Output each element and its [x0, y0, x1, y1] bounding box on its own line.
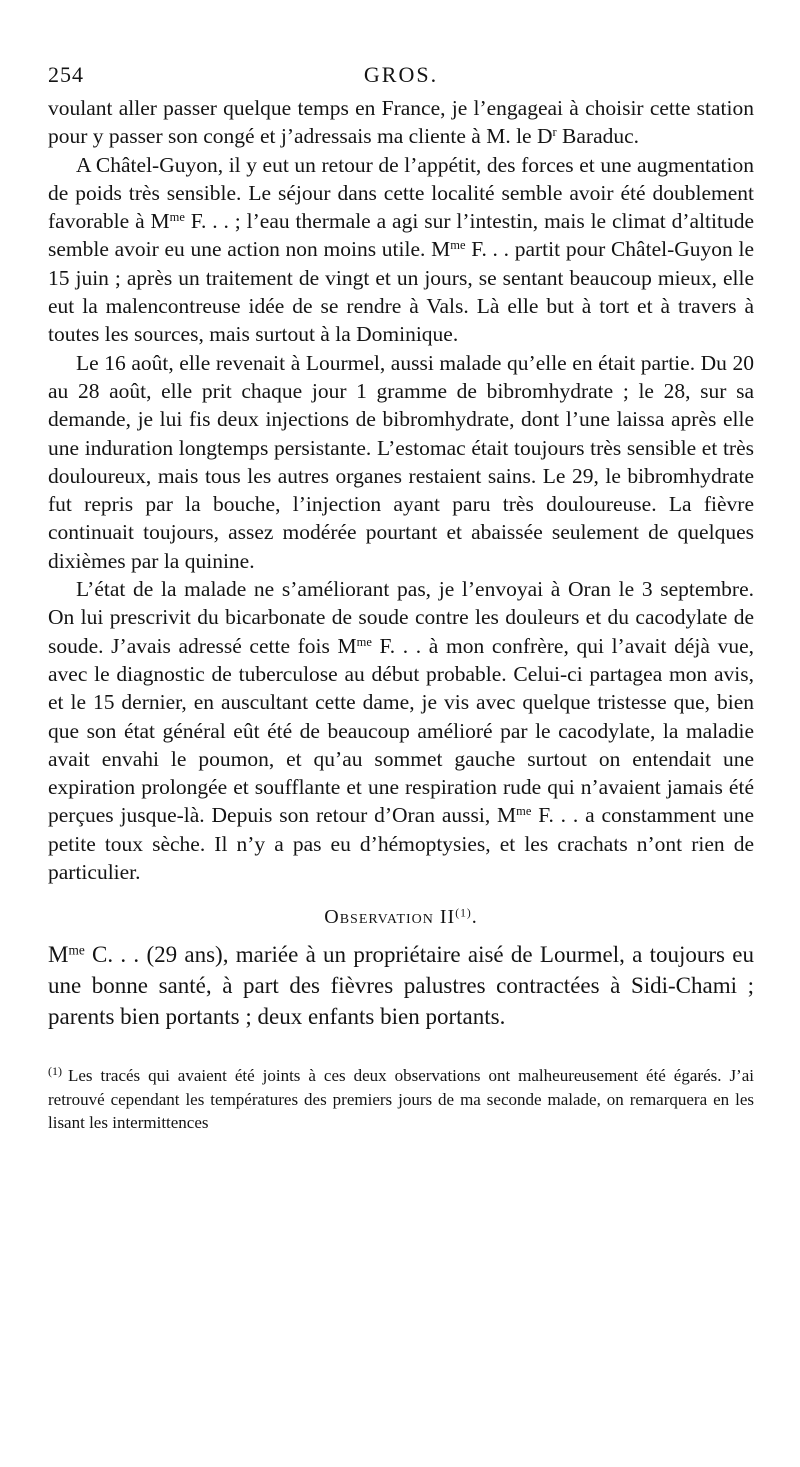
paragraph: $M^{me}$ C. . . (29 ans), mariée à un propriétaire aisé de Lourmel, a toujours eu une bonne santé, à part des fièvres palustres contractées à Sidi-Chami ; parents bien portants ; deux enfants bien portants.: [48, 942, 754, 1030]
page-header: [48, 60, 754, 94]
book-page: [48, 60, 754, 1135]
page-number: 254: [48, 62, 84, 87]
footnote-text: Les tracés qui avaient été joints à ces deux observations ont malheureusement été égarés. J’ai retrouvé cependant les températures des premiers jours de ma seconde malade, on remarquera en les lisant les intermittences: [48, 1066, 754, 1133]
paragraph: voulant aller passer quelque temps en France, je l’engageai à choisir cette station pour y passer son congé et j’adressais ma cliente à M. le $D^r$ Baraduc.: [48, 96, 754, 149]
paragraph: A Châtel-Guyon, il y eut un retour de l’appétit, des forces et une augmentation de poids très sensible. Le séjour dans cette localité semble avoir été doublement favorable à $M^{me}$ F. . . ; l’eau thermale a agi sur l’intestin, mais le climat d’altitude semble avoir eu une action non moins utile. $M^{me}$ F. . . partit pour Châtel-Guyon le 15 juin ; après un traitement de vingt et un jours, se sentant beaucoup mieux, elle eut la malencontreuse idée de se rendre à Vals. Là elle but à tort et à travers à toutes les sources, mais surtout à la Dominique.: [48, 152, 755, 347]
observation-heading: Observation II$^{(1)}$.: [324, 906, 478, 929]
footnote-marker: (1): [48, 1064, 62, 1079]
paragraph: L’état de la malade ne s’améliorant pas, je l’envoyai à Oran le 3 septembre. On lui prescrivit du bicarbonate de soude contre les douleurs et du cacodylate de soude. J’avais adressé cette fois $M^{me}$ F. . . à mon confrère, qui l’avait déjà vue, avec le diagnostic de tuberculose au début probable. Celui-ci partagea mon avis, et le 15 dernier, en auscultant cette dame, je vis avec quelque tristesse que, bien que son état général eût été de beaucoup amélioré par le cacodylate, la maladie avait envahi le poumon, et qu’au sommet gauche surtout on entendait une expiration prolongée et soufflante et une respiration rude qui n’avaient jamais été perçues jusque-là. Depuis son retour d’Oran aussi, $M^{me}$ F. . . a constamment une petite toux sèche. Il n’y a pas eu d’hémoptysies, et les crachats n’ont rien de particulier.: [48, 577, 755, 885]
running-head: GROS.: [363, 62, 439, 87]
observation-text: [48, 939, 754, 1032]
footnote: [48, 1060, 754, 1135]
paragraph: Le 16 août, elle revenait à Lourmel, aussi malade qu’elle en était partie. Du 20 au 28 août, elle prit chaque jour 1 gramme de bibromhydrate ; le 28, sur sa demande, je lui fis deux injections de bibromhydrate, dont l’une laissa après elle une induration longtemps persistante. L’estomac était toujours très sensible et très douloureux, mais tous les autres organes restaient sains. Le 29, le bibromhydrate fut repris par la bouche, l’injection ayant paru très douloureuse. La fièvre continuait toujours, assez modérée pourtant et abaissée seulement de quelques dixièmes par la quinine.: [48, 350, 754, 573]
footnote-reference: (1): [455, 906, 472, 920]
body-text: [48, 94, 754, 886]
